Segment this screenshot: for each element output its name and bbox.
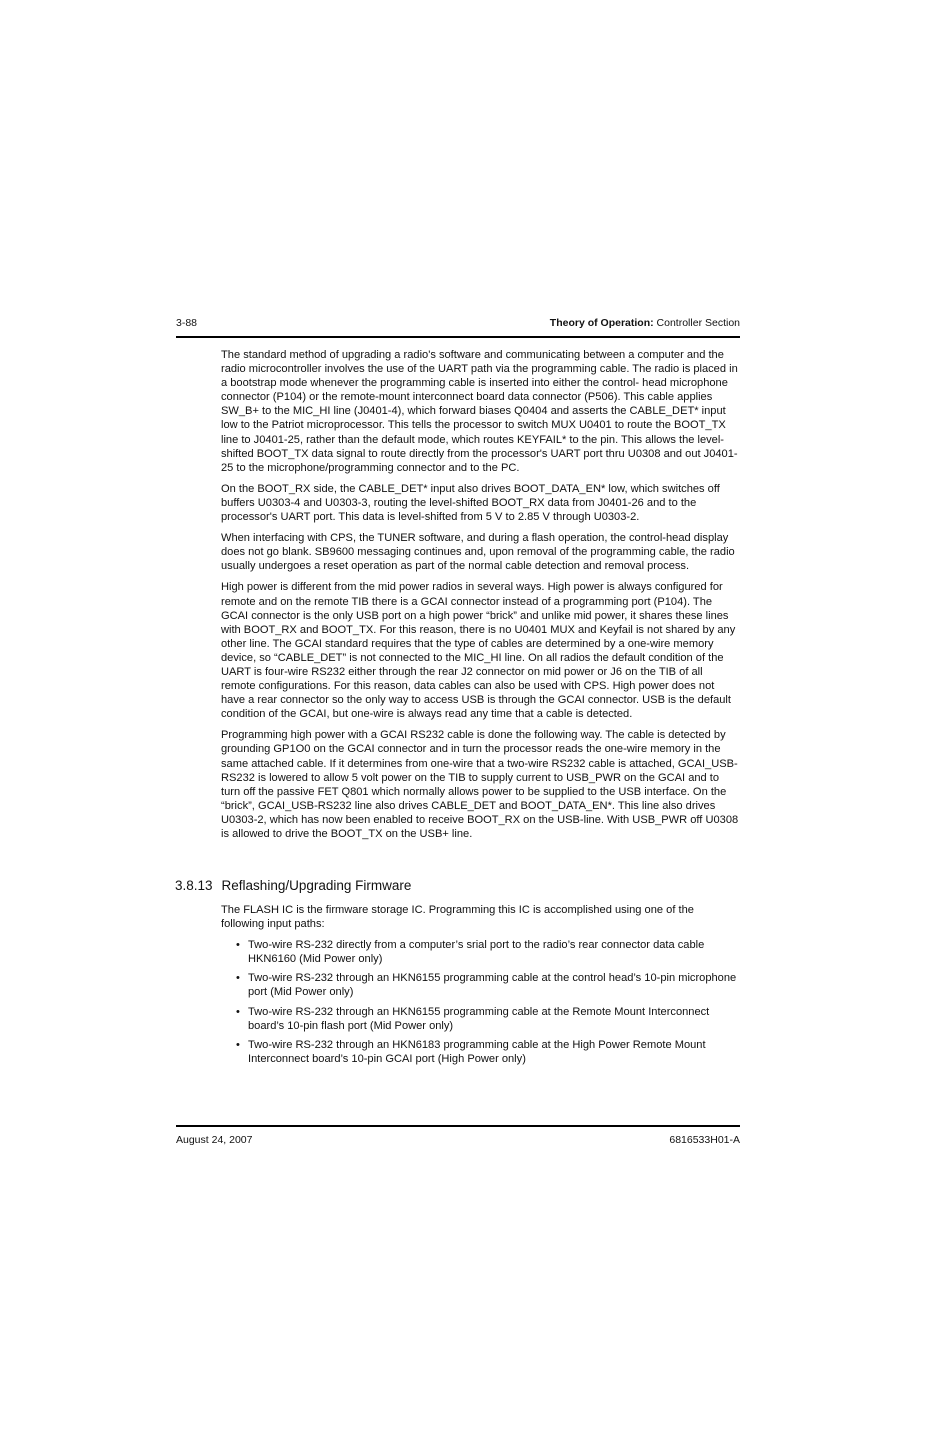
paragraph-high-power: High power is different from the mid power radios in several ways. High power is always configured for remote and on the remote TIB there is a GCAI connector instead of a programming port (P104). The GCAI connector is the only USB port on a high power “brick” and unlike mid power, it shares these lines with BOOT_RX and BOOT_TX. For this reason, there is no U0401 MUX and Keyfail is not shared by any other line. The GCAI standard requires that the type of cables are determined by a one-wire memory device, so “CABLE_DET” is not connected to the MIC_HI line. On all radios the default condition of the UART is four-wire RS232 either through the rear J2 connector on mid power or J6 on the TIB of all remote configurations. For this reason, data cables can also be used with CPS. High power does not have a rear connector so the only way to access USB is through the GCAI connector. USB is the default condition of the GCAI, but one-wire is always read any time that a cable is detected. — [221, 581, 736, 721]
list-item-text: Two-wire RS-232 through an HKN6155 programming cable at the Remote Mount Interconnect board’s 10-pin flash port (Mid Power only) — [248, 1005, 710, 1032]
input-paths-list — [221, 938, 739, 1066]
body-text — [221, 348, 739, 848]
running-title-rest: Controller Section — [653, 317, 740, 329]
footer-date: August 24, 2007 — [176, 1134, 253, 1146]
section-heading — [175, 878, 411, 893]
paragraph-programming-high-power: Programming high power with a GCAI RS232 cable is done the following way. The cable is detected by grounding GP1O0 on the GCAI connector and in turn the processor reads the one-wire memory in the same attached cable. If it determines from one-wire that a two-wire RS232 cable is attached, GCAI_USB-RS232 is lowered to allow 5 volt power on the TIB to supply current to USB_PWR on the GCAI and to turn off the passive FET Q801 which normally allows power to be supplied to the USB interface. On the “brick”, GCAI_USB-RS232 line also drives CABLE_DET and BOOT_DATA_EN*. This line also drives U0303-2, which has now been enabled to receive BOOT_RX on the USB-line. With USB_PWR off U0308 is allowed to drive the BOOT_TX on the USB+ line. — [221, 729, 739, 840]
list-item — [221, 1038, 739, 1066]
list-item — [221, 971, 739, 999]
page-footer — [176, 1125, 740, 1146]
running-section-title — [550, 317, 740, 329]
section-title: Reflashing/Upgrading Firmware — [221, 878, 412, 893]
page-number: 3-88 — [176, 317, 198, 329]
section-number: 3.8.13 — [175, 878, 213, 893]
bullet-icon: • — [236, 972, 240, 985]
bullet-icon: • — [236, 939, 240, 952]
document-number: 6816533H01-A — [669, 1134, 740, 1146]
bullet-icon: • — [236, 1005, 240, 1018]
bullet-icon: • — [236, 1038, 240, 1051]
section-intro: The FLASH IC is the firmware storage IC. Programming this IC is accomplished using one of the following input paths: — [221, 904, 694, 931]
paragraph-cps-interfacing: When interfacing with CPS, the TUNER software, and during a flash operation, the control-head display does not go blank. SB9600 messaging continues and, upon removal of the programming cable, the radio usually undergoes a reset operation as part of the normal cable detection and removal process. — [221, 532, 735, 573]
section-body — [221, 903, 739, 1071]
paragraph-boot-rx: On the BOOT_RX side, the CABLE_DET* input also drives BOOT_DATA_EN* low, which switches off buffers U0303-4 and U0303-3, routing the level-shifted BOOT_RX data from J0401-26 and to the processor's UART port. This data is level-shifted from 5 V to 2.85 V through U0303-2. — [221, 482, 720, 524]
list-item — [221, 938, 739, 966]
paragraph-uart-path: The standard method of upgrading a radio's software and communicating between a computer and the radio microcontroller involves the use of the UART path via the programming cable. The radio is placed in a bootstrap mode whenever the programming cable is inserted into either the control- head microphone connector (P104) or the remote-mount interconnect board data connector (P506). This cable applies SW_B+ to the MIC_HI line (J0401-4), which forward biases Q0404 and asserts the CABLE_DET* input low to the Patriot microprocessor. This tells the processor to switch MUX U0401 to route the BOOT_TX line to J0401-25, rather than the default mode, which routes KEYFAIL* to the pin. This allows the level-shifted BOOT_TX data signal to route directly from the processor's UART port thru U0308 and out J0401-25 to the microphone/programming connector and to the PC. — [221, 349, 738, 474]
page-header — [176, 314, 740, 338]
running-title-bold: Theory of Operation: — [549, 317, 654, 329]
list-item-text: Two-wire RS-232 through an HKN6155 programming cable at the control head’s 10-pin microphone port (Mid Power only) — [248, 972, 737, 999]
list-item-text: Two-wire RS-232 directly from a computer’s srial port to the radio’s rear connector data cable HKN6160 (Mid Power only) — [248, 939, 705, 966]
list-item — [221, 1005, 739, 1033]
list-item-text: Two-wire RS-232 through an HKN6183 programming cable at the High Power Remote Mount Interconnect board’s 10-pin GCAI port (High Power only) — [248, 1038, 706, 1065]
